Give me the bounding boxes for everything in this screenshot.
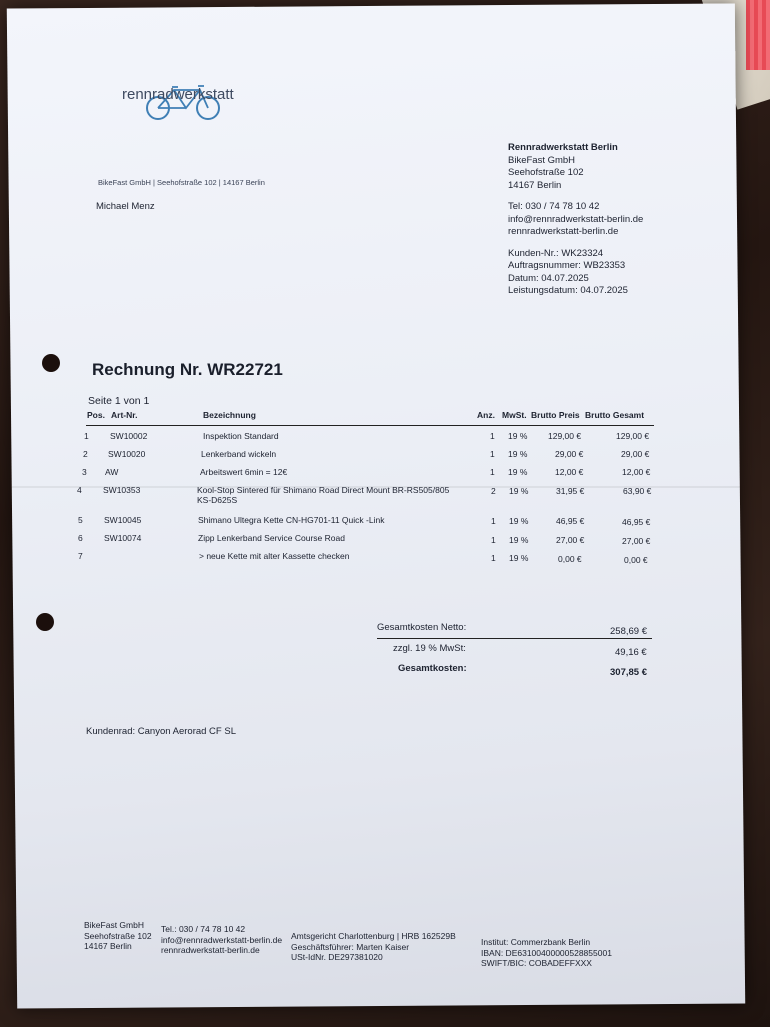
- row-6-art: SW10074: [104, 533, 142, 543]
- row-5-unit: 46,95 €: [556, 516, 585, 526]
- row-1-pos: 1: [84, 431, 89, 441]
- company-info: [508, 142, 643, 298]
- row-5-total: 46,95 €: [622, 517, 651, 527]
- row-2-desc: Lenkerband wickeln: [201, 449, 277, 459]
- footer-company: [84, 920, 152, 952]
- row-3-vat: 19 %: [508, 467, 528, 477]
- footer-line: BikeFast GmbH: [84, 920, 144, 930]
- row-6-desc: Zipp Lenkerband Service Course Road: [198, 533, 345, 543]
- sender-line: BikeFast GmbH | Seehofstraße 102 | 14167 Berlin: [98, 178, 265, 187]
- footer-line: rennradwerkstatt-berlin.de: [161, 945, 260, 955]
- header-total: Brutto Gesamt: [585, 410, 645, 420]
- row-1-total: 129,00 €: [616, 431, 650, 441]
- row-4-desc: Kool-Stop Sintered für Shimano Road Direct Mount BR-RS505/805: [197, 485, 450, 495]
- row-5-qty: 1: [491, 516, 496, 526]
- row-1-qty: 1: [490, 431, 495, 441]
- header-vat: MwSt.: [502, 410, 527, 420]
- footer-legal: [291, 931, 456, 963]
- row-5-pos: 5: [78, 515, 83, 525]
- row-5-desc: Shimano Ultegra Kette CN-HG701-11 Quick -Link: [198, 515, 385, 525]
- footer-line: SWIFT/BIC: COBADEFFXXX: [481, 958, 592, 968]
- row-5-vat: 19 %: [509, 516, 529, 526]
- row-7-total: 0,00 €: [624, 555, 648, 565]
- customer-number: Kunden-Nr.: WK23324: [508, 247, 604, 259]
- net-total-value: 258,69 €: [610, 626, 647, 637]
- row-4-unit: 31,95 €: [556, 486, 585, 496]
- row-1-vat: 19 %: [508, 431, 528, 441]
- row-2-art: SW10020: [108, 449, 146, 459]
- table-header-rule: [86, 425, 654, 426]
- row-3-qty: 1: [490, 467, 495, 477]
- footer-line: Geschäftsführer: Marten Kaiser: [291, 941, 410, 952]
- invoice-date: Datum: 04.07.2025: [508, 272, 589, 284]
- footer-bank: [481, 937, 612, 969]
- row-2-qty: 1: [490, 449, 495, 459]
- footer-line: USt-IdNr. DE297381020: [291, 952, 383, 962]
- row-2-total: 29,00 €: [621, 449, 650, 459]
- row-4-art: SW10353: [103, 485, 141, 495]
- recipient-name: Michael Menz: [96, 201, 155, 212]
- header-art: Art-Nr.: [111, 410, 138, 420]
- row-5-art: SW10045: [104, 515, 142, 525]
- vat-value: 49,16 €: [615, 647, 647, 658]
- row-3-desc: Arbeitswert 6min = 12€: [200, 467, 288, 477]
- vat-label: zzgl. 19 % MwSt:: [393, 643, 466, 654]
- row-4-total: 63,90 €: [623, 486, 652, 496]
- footer-line: Institut: Commerzbank Berlin: [481, 937, 591, 947]
- row-7-desc: > neue Kette mit alter Kassette checken: [199, 551, 350, 561]
- row-2-unit: 29,00 €: [555, 449, 584, 459]
- invoice-title: Rechnung Nr. WR22721: [92, 360, 283, 379]
- row-2-vat: 19 %: [508, 449, 528, 459]
- net-total-label: Gesamtkosten Netto:: [377, 622, 467, 633]
- row-4-qty: 2: [491, 486, 496, 496]
- row-6-pos: 6: [78, 533, 83, 543]
- row-1-art: SW10002: [110, 431, 148, 441]
- row-4-vat: 19 %: [509, 486, 529, 496]
- company-web: rennradwerkstatt-berlin.de: [508, 226, 619, 237]
- footer-line: Tel.: 030 / 74 78 10 42: [161, 924, 246, 934]
- row-6-qty: 1: [491, 535, 496, 545]
- logo-text: rennradwerkstatt: [122, 86, 234, 103]
- gross-total-value: 307,85 €: [610, 667, 647, 678]
- row-3-pos: 3: [82, 467, 87, 477]
- row-3-unit: 12,00 €: [555, 467, 584, 477]
- row-1-desc: Inspektion Standard: [203, 431, 279, 441]
- row-7-pos: 7: [78, 551, 83, 561]
- service-date: Leistungsdatum: 04.07.2025: [508, 285, 628, 296]
- company-email: info@rennradwerkstatt-berlin.de: [508, 213, 644, 225]
- row-3-art: AW: [105, 467, 119, 477]
- punch-hole-top: [42, 354, 60, 372]
- row-7-unit: 0,00 €: [558, 554, 582, 564]
- row-6-unit: 27,00 €: [556, 535, 585, 545]
- footer-line: Seehofstraße 102: [84, 930, 152, 941]
- row-4-pos: 4: [77, 485, 82, 495]
- footer-line: Amtsgericht Charlottenburg | HRB 162529B: [291, 931, 456, 941]
- gross-total-label: Gesamtkosten:: [398, 663, 467, 674]
- row-3-total: 12,00 €: [622, 467, 651, 477]
- company-legal: BikeFast GmbH: [508, 154, 576, 166]
- footer-line: 14167 Berlin: [84, 941, 132, 951]
- row-2-pos: 2: [83, 449, 88, 459]
- order-number: Auftragsnummer: WB23353: [508, 260, 626, 271]
- footer-line: info@rennradwerkstatt-berlin.de: [161, 934, 283, 945]
- row-7-qty: 1: [491, 553, 496, 563]
- header-unit: Brutto Preis: [531, 410, 580, 420]
- row-1-unit: 129,00 €: [548, 431, 582, 441]
- footer-contact: [161, 924, 282, 956]
- row-4-desc-line2: KS-D625S: [197, 495, 238, 505]
- row-6-vat: 19 %: [509, 535, 529, 545]
- company-street: Seehofstraße 102: [508, 167, 584, 178]
- punch-hole-bottom: [36, 613, 54, 631]
- company-name: Rennradwerkstatt Berlin: [508, 142, 618, 153]
- header-qty: Anz.: [477, 410, 495, 420]
- background-object: [746, 0, 770, 70]
- header-desc: Bezeichnung: [203, 410, 256, 420]
- company-tel: Tel: 030 / 74 78 10 42: [508, 201, 600, 212]
- row-6-total: 27,00 €: [622, 536, 651, 546]
- customer-bike: Kundenrad: Canyon Aerorad CF SL: [86, 726, 236, 737]
- company-logo: [118, 80, 238, 124]
- company-city: 14167 Berlin: [508, 179, 562, 191]
- header-pos: Pos.: [87, 410, 105, 420]
- row-7-vat: 19 %: [509, 553, 529, 563]
- footer-line: IBAN: DE63100400000528855001: [481, 947, 612, 958]
- totals-rule: [377, 638, 652, 639]
- page-indicator: Seite 1 von 1: [88, 395, 150, 407]
